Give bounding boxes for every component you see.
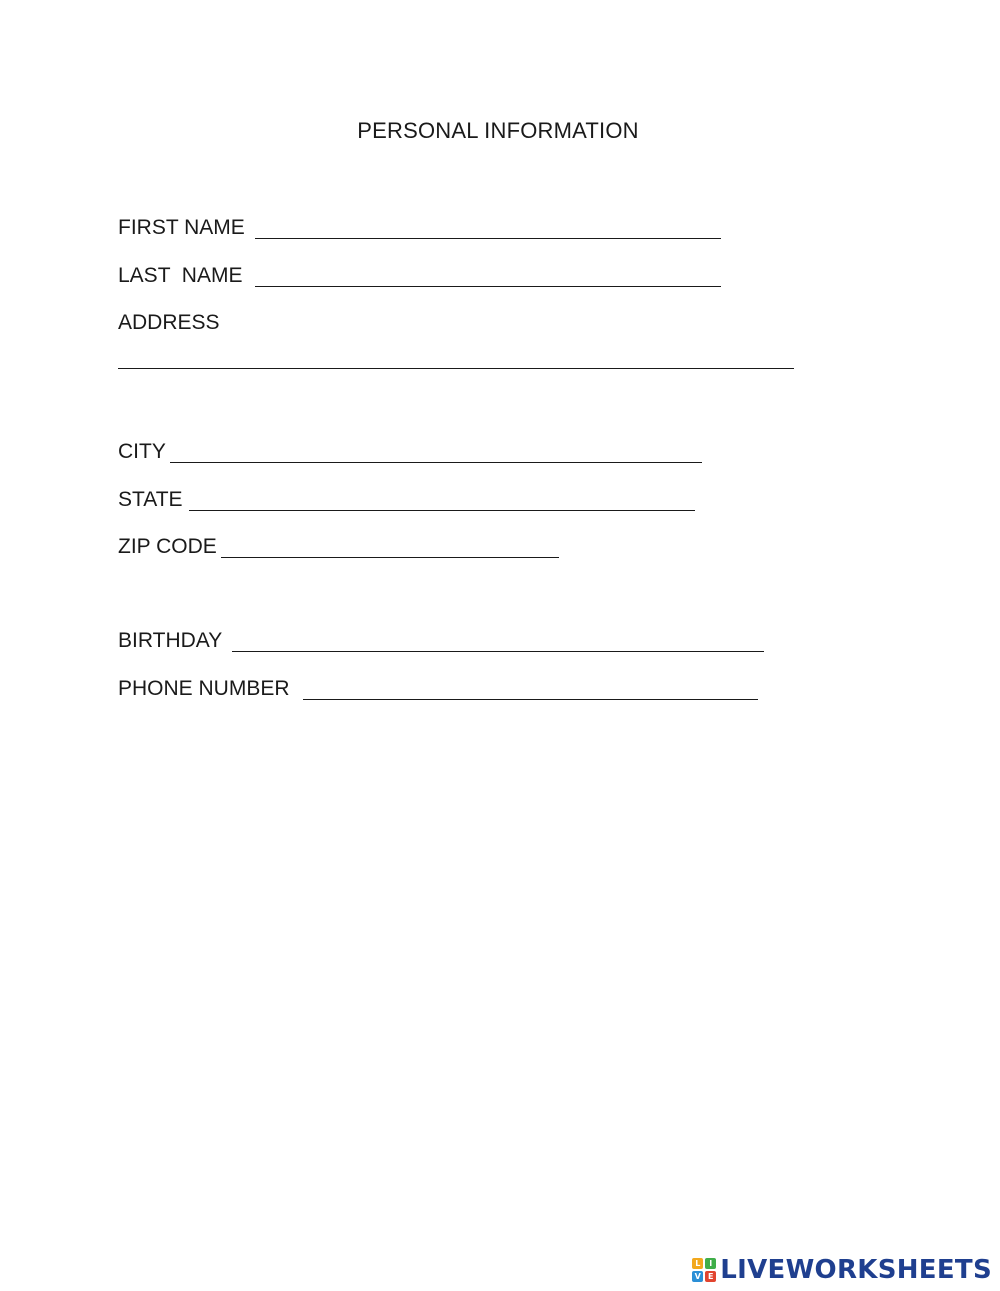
first-name-blank[interactable] xyxy=(255,238,721,239)
liveworksheets-logo xyxy=(692,1255,992,1285)
phone-number-label: PHONE NUMBER xyxy=(118,677,290,700)
address-blank[interactable] xyxy=(118,368,794,369)
logo-tile-l: L xyxy=(692,1258,703,1269)
logo-tile-i: I xyxy=(705,1258,716,1269)
first-name-label: FIRST NAME xyxy=(118,216,245,239)
last-name-label: LAST NAME xyxy=(118,264,243,287)
birthday-label: BIRTHDAY xyxy=(118,629,223,652)
state-label: STATE xyxy=(118,488,183,511)
logo-brand-text: LIVEWORKSHEETS xyxy=(720,1255,992,1285)
city-label: CITY xyxy=(118,440,166,463)
zip-code-blank[interactable] xyxy=(221,557,559,558)
logo-mark-icon xyxy=(692,1258,716,1282)
logo-tile-v: V xyxy=(692,1271,703,1282)
state-blank[interactable] xyxy=(189,510,695,511)
phone-number-blank[interactable] xyxy=(303,699,758,700)
birthday-blank[interactable] xyxy=(232,651,764,652)
page-title: PERSONAL INFORMATION xyxy=(357,118,639,143)
address-label: ADDRESS xyxy=(118,311,220,334)
last-name-blank[interactable] xyxy=(255,286,721,287)
city-blank[interactable] xyxy=(170,462,702,463)
zip-code-label: ZIP CODE xyxy=(118,535,217,558)
logo-tile-e: E xyxy=(705,1271,716,1282)
